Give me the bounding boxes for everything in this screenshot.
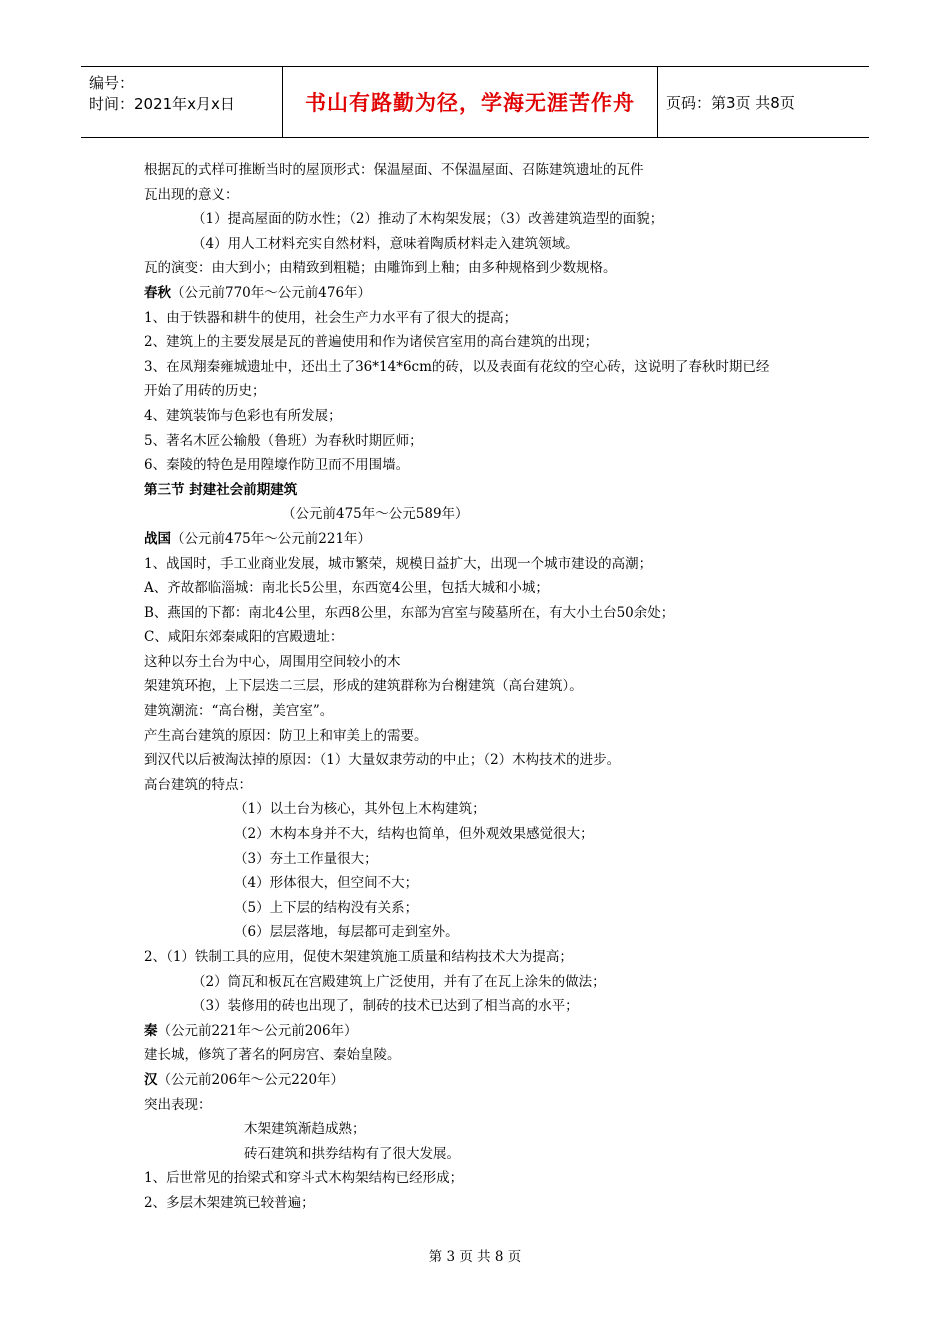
line-text: 高台建筑的特点： [144, 776, 252, 793]
line-text: 1、由于铁器和耕牛的使用，社会生产力水平有了很大的提高； [144, 309, 518, 326]
line-text: 1、后世常见的抬梁式和穿斗式木构架结构已经形成； [144, 1170, 464, 1187]
line-text: （公元前475年～公元前221年） [171, 530, 372, 547]
text-line [144, 625, 824, 650]
line-text: （1）以土台为核心，其外包上木构建筑； [234, 801, 486, 818]
line-text: （2）筒瓦和板瓦在宫殿建筑上广泛使用，并有了在瓦上涂朱的做法； [192, 973, 606, 990]
section-heading: 汉 [144, 1071, 158, 1088]
page-info: 页码：第3页 共8页 [666, 93, 795, 112]
text-line [144, 699, 824, 724]
time-label: 时间：2021年x月x日 [89, 95, 235, 113]
line-text: （3）夯土工作量很大； [234, 850, 378, 867]
text-line [144, 822, 824, 847]
line-text: 1、战国时，手工业商业发展，城市繁荣，规模日益扩大，出现一个城市建设的高潮； [144, 555, 653, 572]
text-line [144, 281, 824, 306]
line-text: A、齐故都临淄城：南北长5公里，东西宽4公里，包括大城和小城； [144, 580, 549, 597]
line-text: 根据瓦的式样可推断当时的屋顶形式：保温屋面、不保温屋面、召陈建筑遗址的瓦件 [144, 162, 644, 178]
line-text: 建长城，修筑了著名的阿房宫、秦始皇陵。 [144, 1047, 401, 1064]
header-motto-cell [283, 67, 658, 137]
text-line [144, 1191, 824, 1216]
section-heading: 秦 [144, 1022, 158, 1039]
text-line [144, 256, 824, 281]
section-heading: 第三节 封建社会前期建筑 [144, 481, 298, 498]
line-text: （3）装修用的砖也出现了，制砖的技术已达到了相当高的水平； [192, 998, 579, 1015]
text-line [144, 330, 824, 355]
text-line [144, 674, 824, 699]
text-line [144, 183, 824, 208]
text-line [144, 920, 824, 945]
text-line [144, 871, 824, 896]
line-text: （公元前770年～公元前476年） [171, 284, 372, 301]
text-line [144, 576, 824, 601]
text-line [144, 896, 824, 921]
text-line [144, 724, 824, 749]
number-label: 编号： [89, 74, 135, 92]
header-left-cell [81, 67, 283, 137]
line-text: （公元前475年～公元589年） [282, 506, 469, 523]
text-line [144, 994, 824, 1019]
page-footer: 第 3 页 共 8 页 [428, 1249, 522, 1265]
text-line [144, 1019, 824, 1044]
text-line [144, 1117, 824, 1142]
section-heading: 春秋 [144, 284, 171, 301]
text-line [144, 207, 824, 232]
text-line [144, 1166, 824, 1191]
line-text: 这种以夯土台为中心，周围用空间较小的木 [144, 653, 401, 670]
text-line [144, 1142, 824, 1167]
text-line [144, 502, 824, 527]
text-line [144, 527, 824, 552]
text-line [144, 404, 824, 429]
line-text: 3、在凤翔秦雍城遗址中，还出土了36*14*6cm的砖，以及表面有花纹的空心砖，这说明了春秋时期已经 [144, 358, 770, 375]
text-line [144, 552, 824, 577]
line-text: （6）层层落地，每层都可走到室外。 [234, 924, 459, 941]
text-line [144, 601, 824, 626]
text-line [144, 379, 824, 404]
header-page-cell [658, 67, 869, 137]
text-line [144, 847, 824, 872]
text-line [144, 650, 824, 675]
text-line [144, 429, 824, 454]
text-line [144, 945, 824, 970]
text-line [144, 1093, 824, 1118]
line-text: C、咸阳东郊秦咸阳的宫殿遗址： [144, 629, 344, 646]
line-text: 到汉代以后被淘汰掉的原因：（1）大量奴隶劳动的中止；（2）木构技术的进步。 [144, 752, 621, 769]
line-text: 砖石建筑和拱券结构有了很大发展。 [244, 1145, 460, 1162]
line-text: 瓦出现的意义： [144, 186, 239, 203]
document-body [144, 158, 824, 1216]
line-text: （4）用人工材料充实自然材料，意味着陶质材料走入建筑领域。 [192, 235, 579, 252]
line-text: （4）形体很大，但空间不大； [234, 875, 419, 892]
line-text: 瓦的演变：由大到小；由精致到粗糙；由雕饰到上釉；由多种规格到少数规格。 [144, 260, 617, 277]
text-line [144, 306, 824, 331]
section-heading: 战国 [144, 530, 171, 547]
line-text: （公元前221年～公元前206年） [157, 1022, 358, 1039]
text-line [144, 797, 824, 822]
line-text: 开始了用砖的历史； [144, 383, 266, 400]
line-text: （5）上下层的结构没有关系； [234, 899, 419, 916]
line-text: 2、建筑上的主要发展是瓦的普遍使用和作为诸侯宫室用的高台建筑的出现； [144, 334, 599, 351]
text-line [144, 453, 824, 478]
text-line [144, 355, 824, 380]
text-line [144, 748, 824, 773]
text-line [144, 1043, 824, 1068]
line-text: （2）木构本身并不大，结构也简单，但外观效果感觉很大； [234, 826, 594, 843]
text-line [144, 478, 824, 503]
text-line [144, 970, 824, 995]
line-text: 6、秦陵的特色是用隍壕作防卫而不用围墙。 [144, 457, 410, 474]
line-text: （公元前206年～公元220年） [157, 1071, 345, 1088]
page-header [81, 66, 869, 138]
line-text: B、燕国的下都：南北4公里，东西8公里，东部为宫室与陵墓所在，有大小土台50余处； [144, 604, 675, 621]
line-text: （1）提高屋面的防水性；（2）推动了木构架发展；（3）改善建筑造型的面貌； [192, 211, 664, 228]
line-text: 产生高台建筑的原因：防卫上和审美上的需要。 [144, 727, 428, 744]
line-text: 木架建筑渐趋成熟； [244, 1121, 366, 1138]
motto: 书山有路勤为径，学海无涯苦作舟 [305, 91, 635, 115]
line-text: 架建筑环抱，上下层迭二三层，形成的建筑群称为台榭建筑（高台建筑）。 [144, 678, 583, 695]
line-text: 建筑潮流：“高台榭，美宫室”。 [144, 703, 334, 720]
text-line [144, 773, 824, 798]
text-line [144, 1068, 824, 1093]
line-text: 2、（1）铁制工具的应用，促使木架建筑施工质量和结构技术大为提高； [144, 949, 573, 965]
text-line [144, 232, 824, 257]
line-text: 5、著名木匠公输般（鲁班）为春秋时期匠师； [144, 432, 423, 449]
line-text: 2、多层木架建筑已较普遍； [144, 1194, 315, 1211]
text-line [144, 158, 824, 183]
line-text: 突出表现： [144, 1096, 212, 1113]
line-text: 4、建筑装饰与色彩也有所发展； [144, 407, 342, 424]
